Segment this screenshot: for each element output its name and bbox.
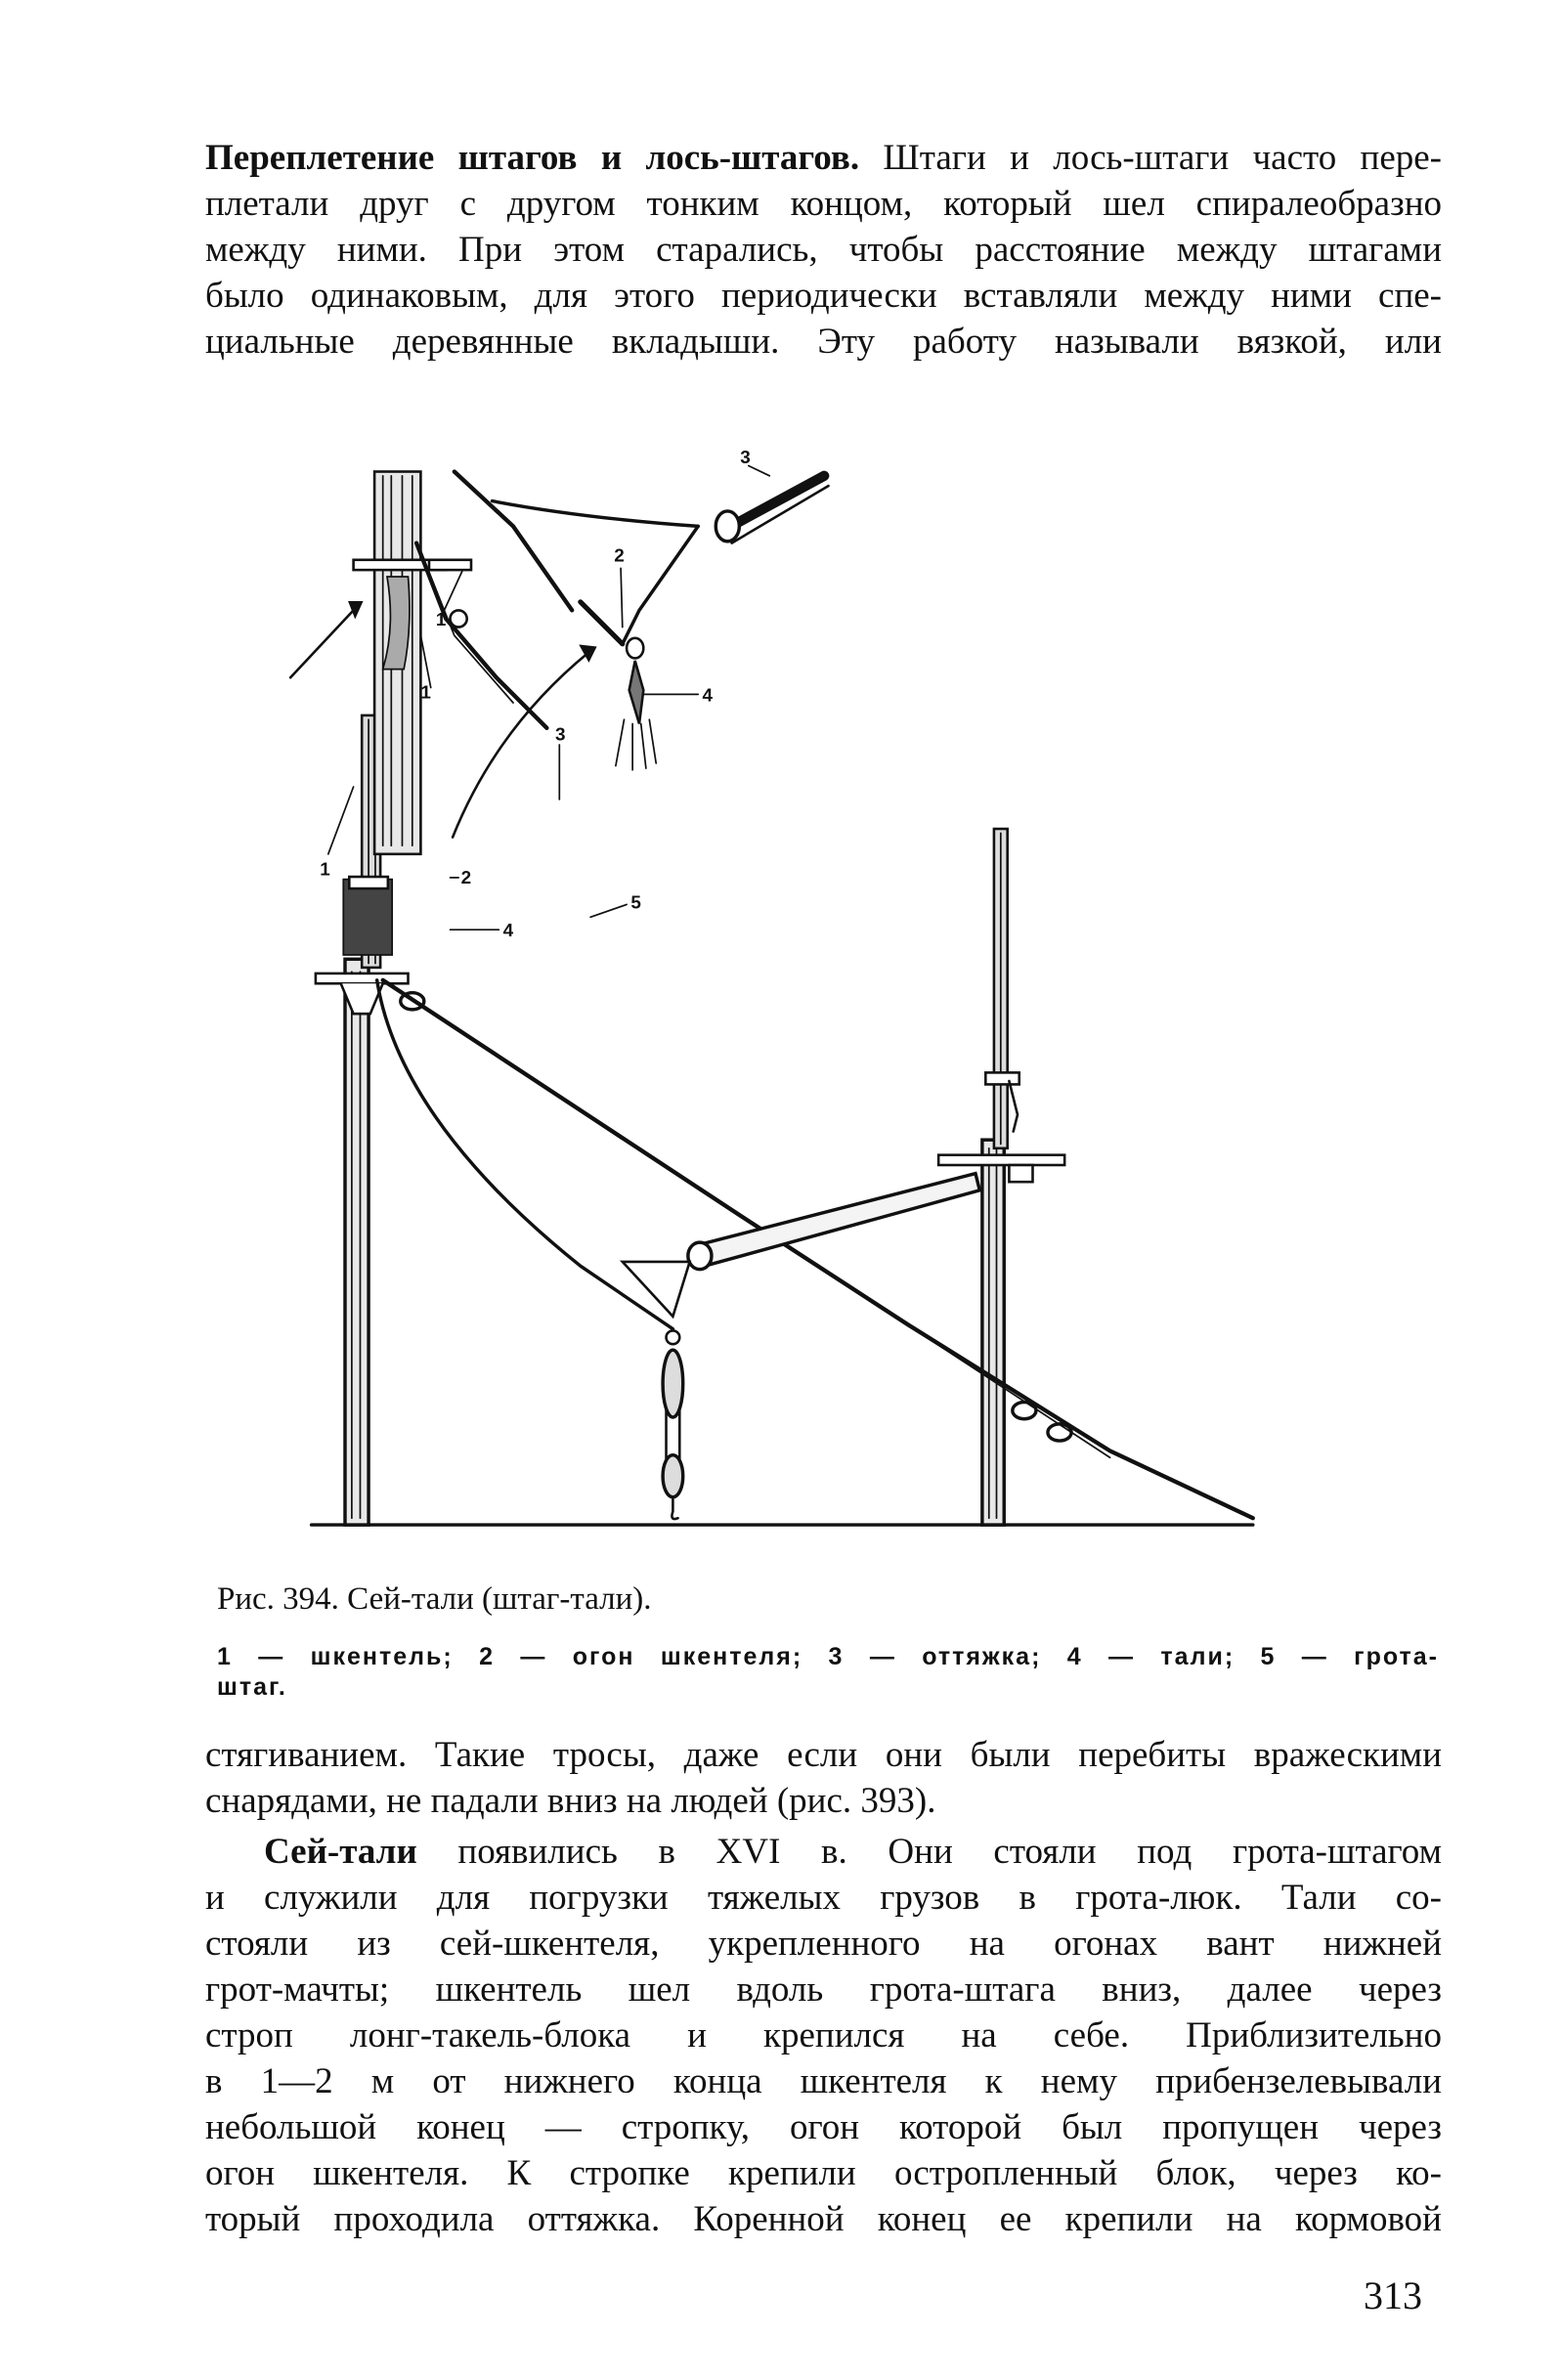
label-top-1: 1 <box>435 609 447 630</box>
arrow-to-inset-mast <box>290 602 362 677</box>
text-line: строп лонг-такель-блока и крепился на себе. Приблизительно <box>205 2015 1442 2055</box>
text-line: стояли из сей-шкентеля, укрепленного на огонах вант нижней <box>205 1924 1442 1964</box>
inset-mast-detail <box>354 472 547 854</box>
text-line: и служили для погрузки тяжелых грузов в грота-люк. Тали со- <box>205 1878 1442 1918</box>
text-line: огон шкентеля. К стропке крепили остропленный блок, через ко- <box>205 2153 1442 2193</box>
legend-line: штаг. <box>217 1673 287 1701</box>
label-inset-1: 1 <box>420 682 431 704</box>
lower-tackle-block <box>663 1330 683 1519</box>
label-mid-3: 3 <box>555 724 566 746</box>
label-left-1: 1 <box>320 859 330 881</box>
sei-tali-illustration <box>264 430 1378 1544</box>
sei-tali-paragraph <box>205 1829 1442 2242</box>
text-line: плетали друг с другом тонким концом, который шел спиралеобразно <box>205 184 1442 224</box>
text-line: в 1—2 м от нижнего конца шкентеля к нему прибензелевывали <box>205 2061 1442 2101</box>
text-line: снарядами, не падали вниз на людей (рис. 393). <box>205 1781 936 1821</box>
text-line: небольшой конец — стропку, огон которой был пропущен через <box>205 2107 1442 2147</box>
section-heading-interweaving: Переплетение штагов и лось-штагов. <box>205 138 860 178</box>
sling-triangle <box>623 1262 690 1317</box>
legend-line: 1 — шкентель; 2 — огон шкентеля; 3 — оттяжка; 4 — тали; 5 — грота- <box>217 1643 1439 1670</box>
continuation-paragraph <box>205 1732 1442 1824</box>
text-line: появились в XVI в. Они стояли под грота-штагом <box>457 1832 1443 1872</box>
label-bot-2: 2 <box>460 867 472 888</box>
label-right-5: 5 <box>630 892 641 914</box>
text-line: грот-мачты; шкентель шел вдоль грота-штага вниз, далее через <box>205 1969 1442 2010</box>
text-line: между ними. При этом старались, чтобы расстояние между штагами <box>205 230 1442 270</box>
text-line: торый проходила оттяжка. Коренной конец ее крепили на кормовой <box>205 2199 1442 2239</box>
inset-sling-detail <box>455 472 829 770</box>
label-top-4: 4 <box>702 685 714 707</box>
text-line: стягиванием. Такие тросы, даже если они были перебиты вражескими <box>205 1735 1442 1775</box>
figure-caption-legend <box>217 1642 1439 1703</box>
text-line: циальные деревянные вкладыши. Эту работу называли вязкой, или <box>205 322 1442 362</box>
stay-thimble <box>1048 1424 1071 1441</box>
grota-stay-line <box>383 980 1253 1518</box>
page-number: 313 <box>1364 2273 1422 2317</box>
pendant-line <box>377 980 673 1329</box>
figure-caption-title: Рис. 394. Сей-тали (штаг-тали). <box>217 1581 652 1617</box>
text-line: Штаги и лось-штаги часто пере- <box>883 138 1442 178</box>
label-top-2: 2 <box>614 545 625 567</box>
label-top-3: 3 <box>740 447 751 468</box>
boom <box>688 1174 979 1270</box>
top-paragraph <box>205 135 1442 365</box>
label-bot-4: 4 <box>502 921 514 942</box>
arrow-to-inset-sling <box>453 646 595 838</box>
stay-thimble <box>1013 1403 1036 1419</box>
text-line: было одинаковым, для этого периодически вставляли между ними спе- <box>205 276 1442 316</box>
section-heading-sei-tali: Сей-тали <box>264 1832 417 1872</box>
